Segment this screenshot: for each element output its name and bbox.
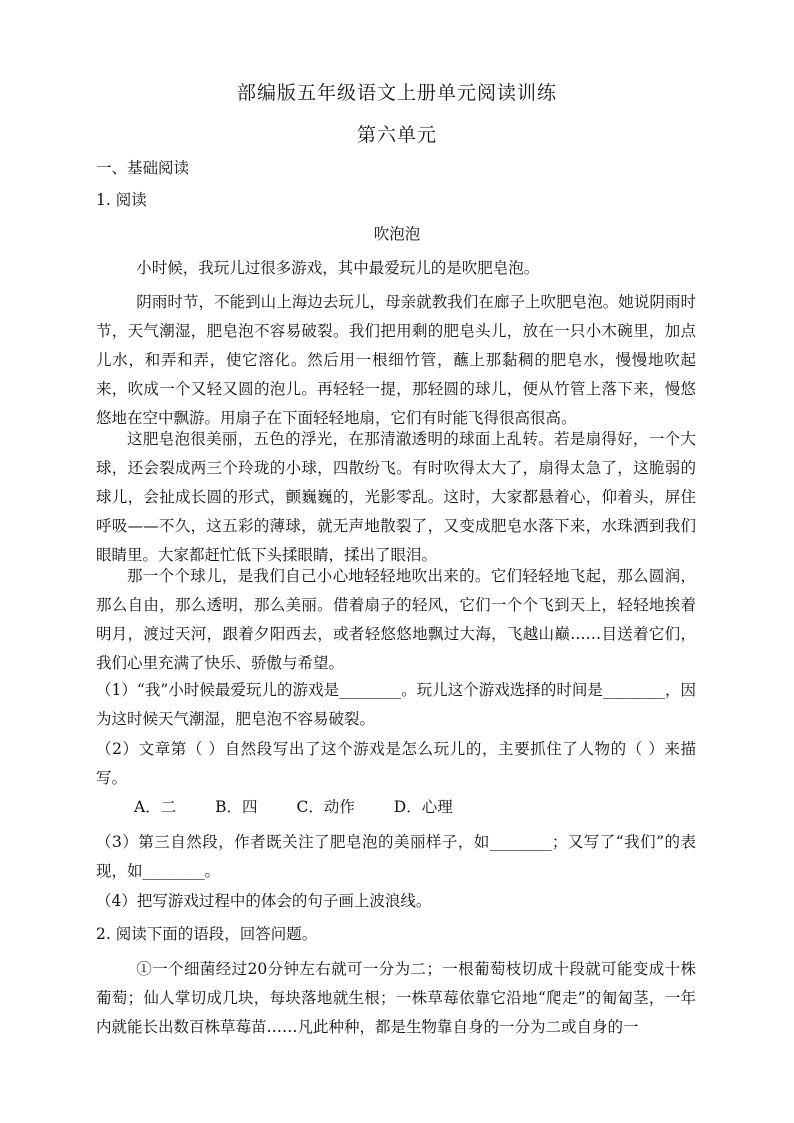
section-heading: 一、基础阅读 (96, 159, 190, 177)
page-title: 部编版五年级语文上册单元阅读训练 (236, 82, 557, 104)
option-a: A．二 (134, 798, 177, 816)
option-b: B．四 (215, 798, 258, 816)
sub-question-4: （4）把写游戏过程中的体会的句子画上波浪线。 (96, 892, 432, 910)
passage-paragraph-4: 那一个个球儿，是我们自己小心地轻轻地吹出来的。它们轻轻地飞起，那么圆润，那么自由，那么透明，那么美丽。借着扇子的轻风，它们一个个飞到天上，轻轻地挨着明月，渡过天河，跟着夕阳西去，或者轻悠悠地飘过大海，飞越山巅……目送着它们，我们心里充满了快乐、骄傲与希望。 (96, 567, 696, 672)
question-1-label: 1. 阅读 (96, 191, 147, 209)
passage-paragraph-1: 小时候，我玩儿过很多游戏，其中最爱玩儿的是吹肥皂泡。 (136, 259, 540, 277)
passage-paragraph-3: 这肥皂泡很美丽，五色的浮光，在那清澈透明的球面上乱转。若是扇得好，一个大球，还会裂成两三个玲珑的小球，四散纷飞。有时吹得太大了，扇得太急了，这脆弱的球儿，会扯成长圆的形式，颤巍巍的，光影零乱。这时，大家都悬着心，仰着头，屏住呼吸——不久，这五彩的薄球，就无声地散裂了，又变成肥皂水落下来，水珠洒到我们眼睛里。大家都赶忙低下头揉眼睛，揉出了眼泪。 (96, 430, 696, 564)
unit-title: 第六单元 (356, 124, 437, 146)
question-2-paragraph: ①一个细菌经过20分钟左右就可一分为二；一根葡萄枝切成十段就可能变成十株葡萄；仙人掌切成几块，每块落地就生根；一株草莓依靠它沿地“爬走”的匍匐茎，一年内就能长出数百株草莓苗……凡此种种，都是生物靠自身的一分为二或自身的一 (96, 960, 696, 1036)
option-c: C．动作 (296, 798, 355, 816)
question-2-label: 2. 阅读下面的语段，回答问题。 (96, 925, 318, 943)
passage-title: 吹泡泡 (373, 225, 421, 243)
sub-question-3: （3）第三自然段，作者既关注了肥皂泡的美丽样子，如________；又写了“我们”的表现，如________。 (96, 833, 696, 880)
sub-question-1: （1）“我”小时候最爱玩儿的游戏是________。玩儿这个游戏选择的时间是________，因为这时候天气潮湿，肥皂泡不容易破裂。 (96, 681, 696, 728)
passage-paragraph-2: 阴雨时节，不能到山上海边去玩儿，母亲就教我们在廊子上吹肥皂泡。她说阴雨时节，天气潮湿，肥皂泡不容易破裂。我们把用剩的肥皂头儿，放在一只小木碗里，加点儿水，和弄和弄，使它溶化。然后用一根细竹管，蘸上那黏稠的肥皂水，慢慢地吹起来，吹成一个又轻又圆的泡儿。再轻轻一提，那轻圆的球儿，便从竹管上落下来，慢悠悠地在空中飘游。用扇子在下面轻轻地扇，它们有时能飞得很高很高。 (96, 293, 696, 427)
sub-question-2: （2）文章第（ ）自然段写出了这个游戏是怎么玩儿的，主要抓住了人物的（ ）来描写。 (96, 740, 696, 787)
option-d: D．心理 (393, 798, 453, 816)
answer-options (134, 795, 487, 817)
